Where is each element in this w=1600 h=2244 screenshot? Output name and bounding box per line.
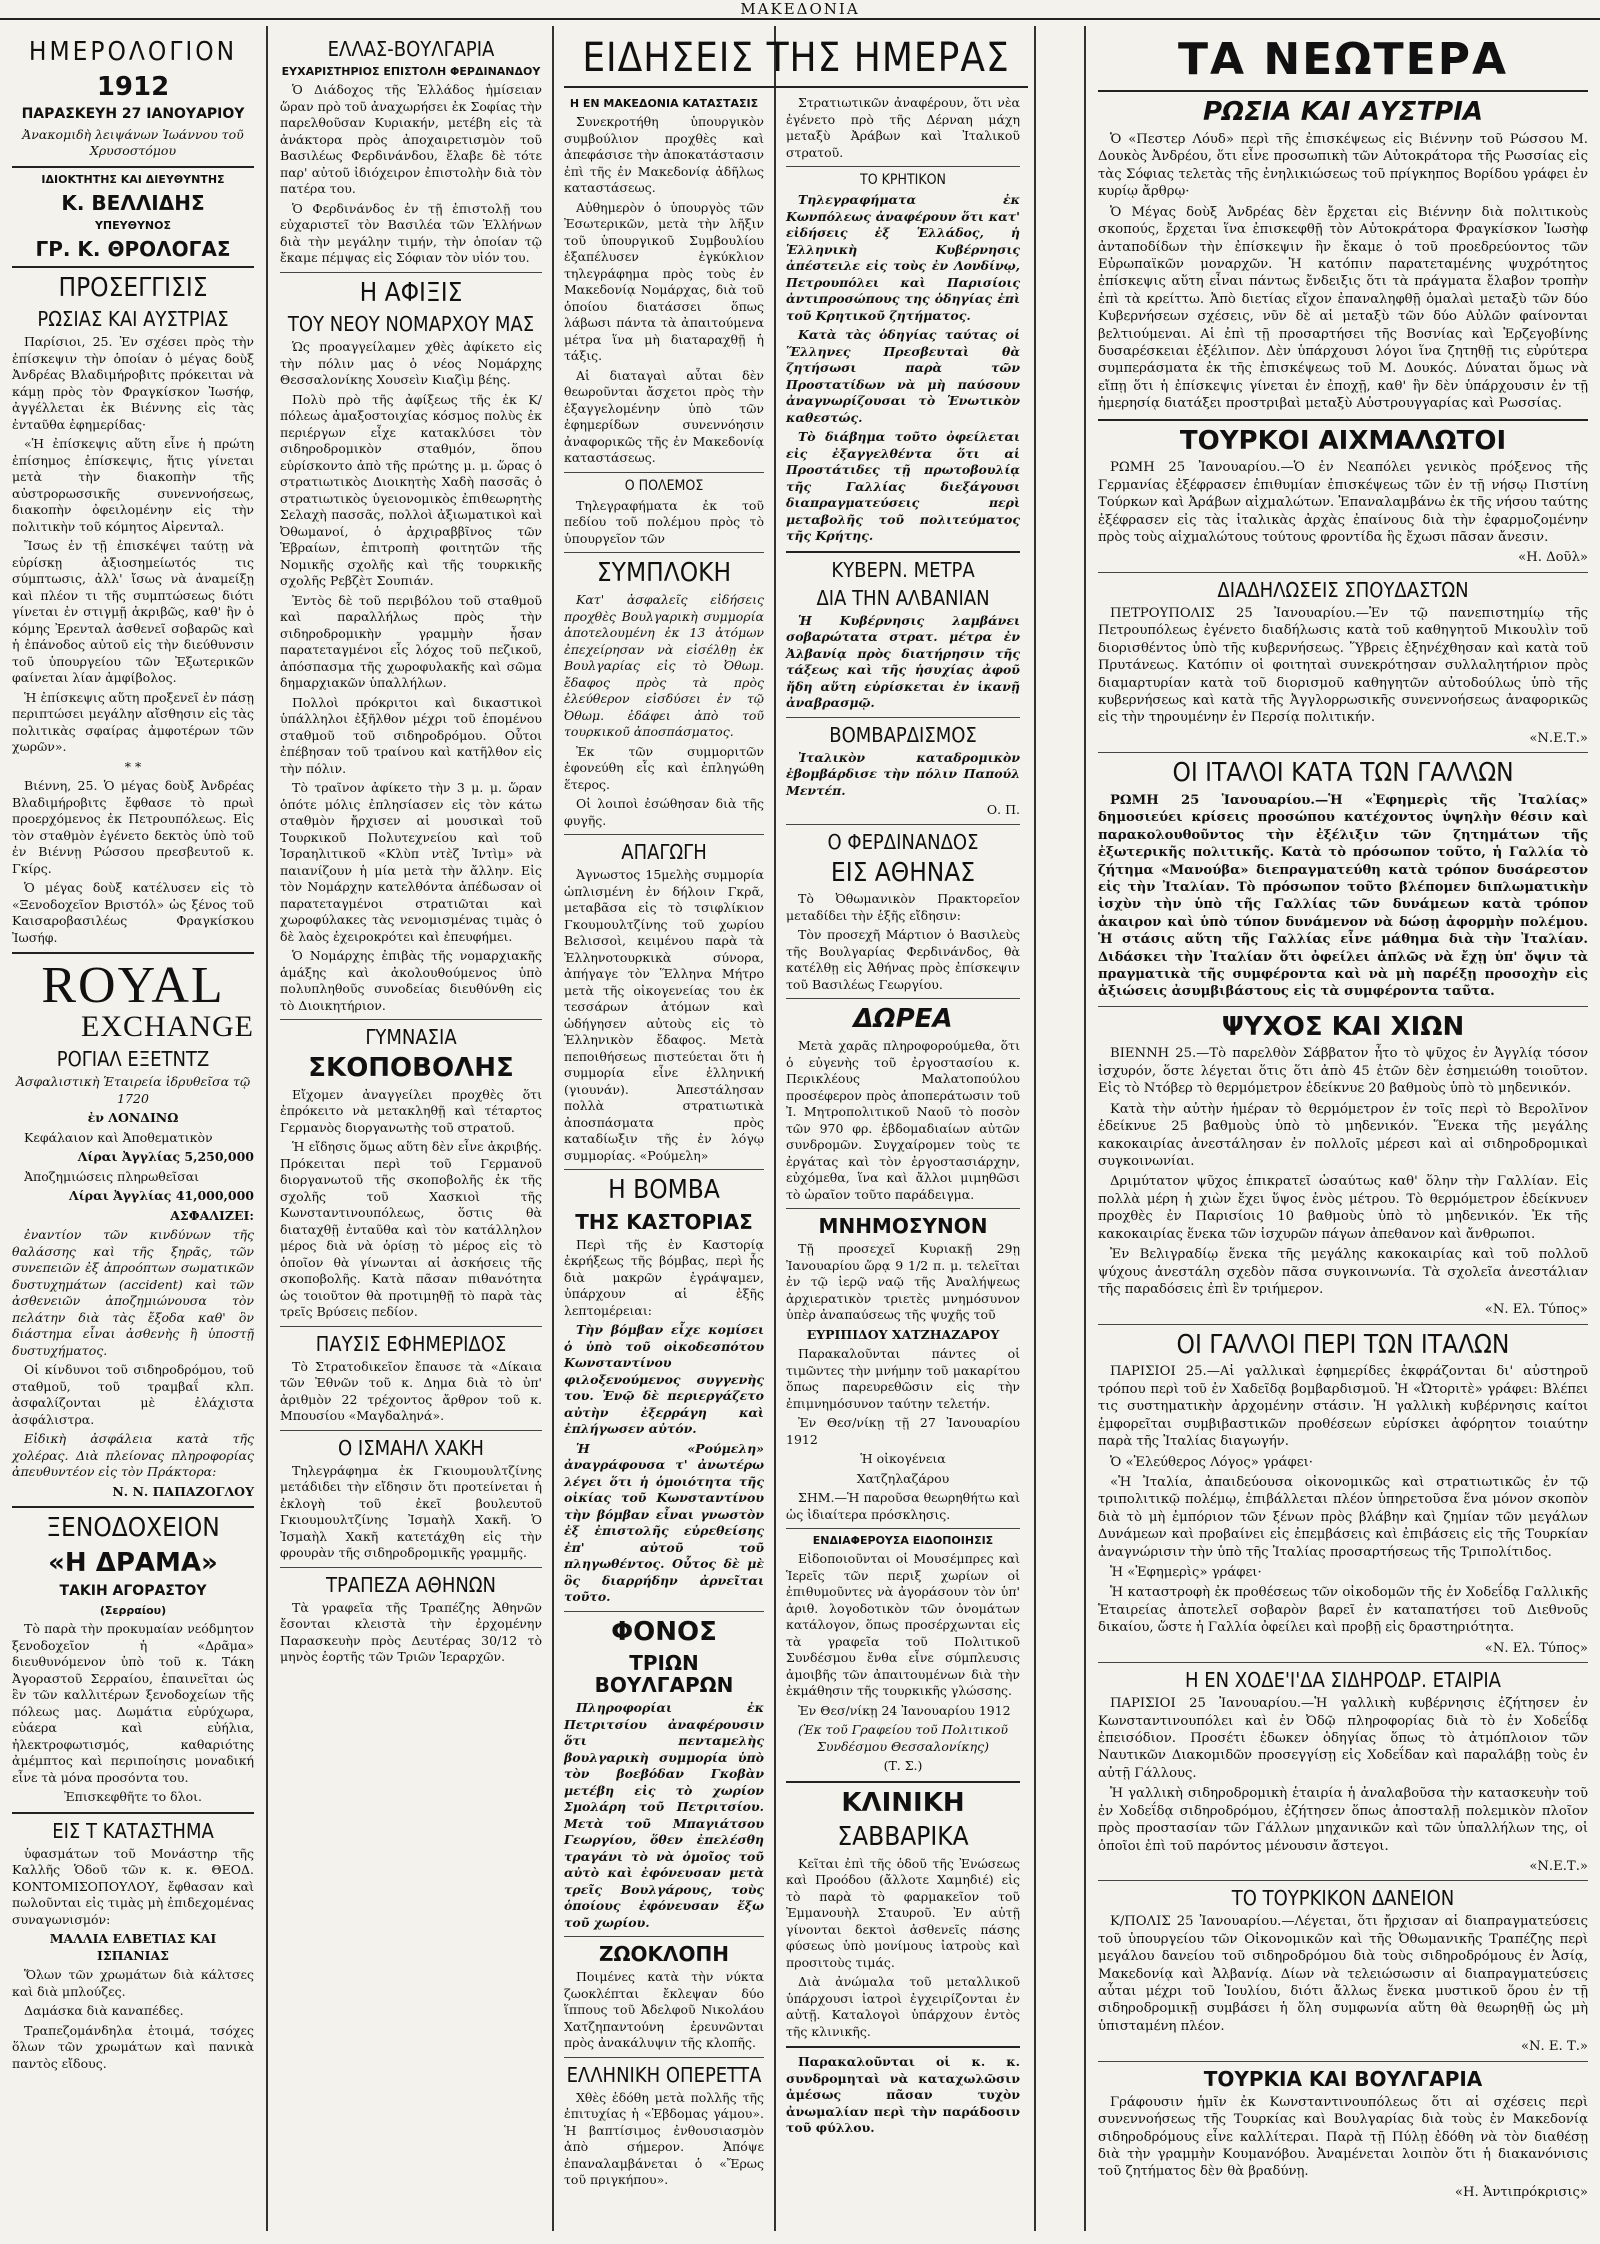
article-paragraph: Στρατιωτικῶν ἀναφέρουν, ὅτι νὲα ἐγένετο πρὸ τῆς Δέρναη μάχη μεταξὺ Ἀράβων καὶ Ἰταλικοῦ στρατοῦ.: [786, 95, 1020, 160]
article-subtitle: ΣΚΟΠΟΒΟΛΗΣ: [308, 1053, 514, 1084]
article-paragraph: Πολλοὶ πρόκριτοι καὶ δικαστικοὶ ὑπάλληλοι ἐξῆλθον μέχρι τοῦ ἑπομένου σταθμοῦ τοῦ σιδηροδρόμου. Οὗτοι ἐπέβησαν τοῦ τραίνου καὶ κατῆλθον εἰς τὴν πόλιν.: [280, 694, 542, 776]
column-4: [778, 92, 1028, 2228]
calendar-title: ΗΜΕΡΟΛΟΓΙΟΝ: [28, 37, 238, 67]
article-paragraph: Τηλεγράφημα ἐκ Γκιουμουλτζίνης μετάδιδει τὴν εἴδησιν ὅτι προτείνεται ἡ ἐκλογὴ τοῦ ἐκεῖ βουλευτοῦ Γκιουμουλτζίνης Ἰσμαὴλ Χακῆ. Ὁ Ἰσμαὴλ Χακῆ κατετάχθη εἰς τὴν φρουρὰν τῆς σιδηροδρομικῆς γραμμῆς.: [280, 1462, 542, 1561]
article-subtitle: ΕΥΧΑΡΙΣΤΗΡΙΟΣ ΕΠΙΣΤΟΛΗ ΦΕΡΔΙΝΑΝΔΟΥ: [281, 65, 541, 78]
article-paragraph: Ἡ «Ἐφημερὶς» γράφει·: [1110, 1565, 1262, 1581]
article-paragraph: Κατὰ τὴν αὐτὴν ἡμέραν τὸ θερμόμετρον ἐν τοῖς περὶ τὸ Βερολῖνον ἐδείκνυε 25 βαθμοὺς ὑπὸ τὸ μηδενικόν. Ἕνεκα τῆς μεγάλης κακοκαιρίας ἀνεστάλησαν ἐν πολλοῖς μέρεσι καὶ αἱ σιδηροδρομικαὶ συγκοινωνίαι.: [1098, 1101, 1588, 1170]
advert-text: Τραπεζομάνδηλα ἑτοιμά, τσόχες ὅλων τῶν χρωμάτων καὶ πανικὰ παντὸς εἴδους.: [12, 2022, 254, 2071]
column-1: [4, 28, 262, 2228]
memorial-name: ΕΥΡΙΠΙΔΟΥ ΧΑΤΖΗΑΖΑΡΟΥ: [806, 1326, 1000, 1342]
article-title: ΠΡΟΣΕΓΓΙΣΙΣ: [58, 272, 208, 303]
article-paragraph: Ὁ Διάδοχος τῆς Ἑλλάδος ἡμίσειαν ὥραν πρὸ τοῦ ἀναχωρήσει ἐκ Σοφίας τὴν παρελθοῦσαν Κυριακήν, μετέβη εἰς τὰ ἀνάκτορα πρὸς ἀποχαιρετισμὸν τοῦ Βασιλέως Φερδινάνδου, ἔλαβε δὲ τότε παρ' αὐτοῦ ἰδιόχειρον ἐπιστολὴν διὰ τὸν πατέρα του.: [280, 82, 542, 197]
article-paragraph: Κ/ΠΟΛΙΣ 25 Ἰανουαρίου.—Λέγεται, ὅτι ἤρχισαν αἱ διαπραγματεύσεις τοῦ ὑπουργείου τῶν Οἰκονομικῶν καὶ τῆς Ὀθωμανικῆς Τραπέζης περὶ μεγάλου δανείου τοῦ σιδηροδρόμου διὰ τοὺς σιδηροδρόμους ἐν Ἀσίᾳ, Μακεδονίᾳ καὶ Ἀλβανίᾳ. Δίων νὰ τελειώσωσιν αἱ διαπραγματεύσεις αὗται μέχρι τοῦ Ἰουλίου, διότι ἄλλως ἕνεκα μυστικοῦ ὅρου ἐν τῇ σιδηροδρομικῇ συμβάσει ἡ ὅλη συμφωνία αὕτη θὰ θεωρηθῇ ὡς μὴ ὑπισταμένη πλέον.: [1098, 1914, 1588, 2034]
article-title: Η ΑΦΙΞΙΣ: [359, 277, 463, 308]
article-signature: (Ἐκ τοῦ Γραφείου τοῦ Πολιτικοῦ Συνδέσμου Θεσσαλονίκης): [797, 1722, 1009, 1754]
article-paragraph: Εἴχομεν ἀναγγείλει προχθὲς ὅτι ἐπρόκειτο νὰ μετακληθῇ καὶ τέταρτος Γερμανὸς διοργανωτὴς τοῦ στρατοῦ.: [280, 1086, 542, 1135]
article-paragraph: ΡΩΜΗ 25 Ἰανουαρίου.—Ἡ «Ἐφημερὶς τῆς Ἰταλίας» δημοσιεύει κρίσεις προσώπου κατέχοντος ὑψηλὴν θέσιν καὶ παρακολουθοῦντος τὴν ἐξέλιξιν τῶν ζητημάτων τῆς ἐξωτερικῆς πολιτικῆς. Κατὰ τὸ πρόσωπον τοῦτο, ἡ Γαλλία τὸ ζήτημα «Μανούβα» διεπραγματεύθη κατὰ τρόπον δυσάρεστον εἰς τὴν Ἰταλίαν. Τὸ πρόσωπον τοῦτο βλέπομεν διπλωματικὴν ἰσχὺν τὴν ὑπὸ τῆς Γαλλίας τῶν δυνάμεων κατὰ τρόπον ἀκαιρον καὶ ὑπὸ τύπον δυνάμενον νὰ δώσῃ ἀφορμὴν πολέμου. Ἡ στάσις αὕτη τῆς Γαλλίας εἶνε μάθημα διὰ τὴν Ἰταλίαν. Διδάσκει τὴν Ἰταλίαν ὅτι ὀφείλει ἁπλῶς νὰ ἔχῃ ὑπ' ὄψιν τὰ πραγματικὰ τῆς συμφέροντα καὶ νὰ μὴ παρέξῃ προσοχὴν εἰς ἀξιώσεις ἀσυμβιβάστους εἰς τὰ συμφέροντα ταῦτα.: [1098, 792, 1588, 1000]
article-title: Η ΕΝ ΧΟΔΕ'Ι'ΔΑ ΣΙΔΗΡΟΔΡ. ΕΤΑΙΡΙΑ: [1185, 1668, 1501, 1693]
advert-text: ἐν ΛΟΝΔΙΝΩ: [87, 1110, 179, 1126]
article-paragraph: Ὁ «Πεστερ Λόυδ» περὶ τῆς ἐπισκέψεως εἰς Βιέννην τοῦ Ρώσσου Μ. Δουκὸς Ἀνδρέου, ὅτι εἶνε προσωπικὴ τῶν Αὐτοκράτορα τῆς Ρωσσίας εἰς τὰς Σόφιας τελετὰς τῆς ἐνηλικιώσεως τοῦ πρίγκηπος Βορίδου γράφει ἐν κυρίῳ ἄρθρῳ·: [1098, 131, 1588, 200]
article-title: Ο ΦΕΡΔΙΝΑΝΔΟΣ: [827, 829, 979, 854]
article-paragraph: Παρίσιοι, 25. Ἐν σχέσει πρὸς τὴν ἐπίσκεψιν τὴν ὁποίαν ὁ μέγας δοὺξ Ἀνδρέας Βλαδιμήροβιτς πρόκειται νὰ κάμῃ πρὸς τὸν Φραγκίσκον Ἰωσήφ, ἀγγέλλεται ἐκ Βιέννης εἰς τὰς ἐνταῦθα ἐφημερίδας·: [12, 334, 254, 432]
article-title: ΠΑΥΣΙΣ ΕΦΗΜΕΡΙΔΟΣ: [315, 1331, 507, 1356]
calendar-date: ΠΑΡΑΣΚΕΥΗ 27 ΙΑΝΟΥΑΡΙΟΥ: [21, 106, 245, 123]
article-paragraph: Τηλεγραφήματα ἐκ Κωνπόλεως ἀναφέρουν ὅτι κατ' εἰδήσεις ἐξ Ἑλλάδος, ἡ Ἑλληνικὴ Κυβέρνησις ἀπέστειλε εἰς τοὺς ἐν Λονδίνῳ, Πετρουπόλει καὶ Παρισίοις ἀντιπροσώπους της ὁδηγίας ἐπὶ τοῦ Κρητικοῦ ζητήματος.: [786, 192, 1020, 323]
advert-text: Τὸ παρὰ τὴν προκυμαίαν νεόδμητον ξενοδοχεῖον ἡ «Δρᾶμα» διευθυνόμενον ὑπὸ τοῦ κ. Τάκη Ἀγοραστοῦ Σερραίου, ἐπαινεῖται ὡς ἓν τῶν καλλιτέρων ξενοδοχείων τῆς πόλεως μας. Δωμάτια εὐρύχωρα, εὐάερα καὶ εὐήλια, ἠλεκτροφωτισμός, καθαριότης ἀμέμπτος καὶ περιποίησις μοναδική εἶνε τὰ μόνα προσόντα του.: [12, 1621, 254, 1785]
article-signature: Ο. Π.: [986, 802, 1020, 818]
advert-exchange-title: EXCHANGE: [81, 1010, 254, 1044]
article-paragraph: Κατὰ τὰς ὁδηγίας ταύτας οἱ Ἕλληνες Πρεσβευταὶ θὰ ζητήσωσι παρὰ τῶν Προστατίδων νὰ μὴ παύσουν ἀναγνωρίζουσαι τὸ Ἑνωτικὸν καθεστώς.: [786, 327, 1020, 425]
advert-text: ὑφασμάτων τοῦ Μονάστηρ τῆς Καλλῆς Ὁδοῦ τῶν κ. κ. ΘΕΟΔ. ΚΟΝΤΟΜΙΣΟΠΟΥΛΟΥ, ἔφθασαν καὶ πωλοῦνται εἰς τιμὰς μὴ ἐπιδεχομένας συναγωνισμόν:: [12, 1845, 254, 1927]
article-paragraph: Συνεκροτήθη ὑπουργικὸν συμβούλιον προχθὲς καὶ ἀπεφάσισε τὴν ἀποκατάστασιν ἐπὶ τῆς ἐν Μακεδονίᾳ ἀδῆλως καταστάσεως.: [564, 114, 764, 196]
article-title: ΕΛΛΑΣ-ΒΟΥΛΓΑΡΙΑ: [327, 37, 495, 61]
memorial-family: Χατζηλαζάρου: [856, 1470, 950, 1486]
article-paragraph: Ἡ Κυβέρνησις λαμβάνει σοβαρώτατα στρατ. μέτρα ἐν Ἀλβανίᾳ πρὸς διατήρησιν τῆς τάξεως καὶ τῆς ἡσυχίας ἀφοῦ ἤδη αὕτη εὑρίσκεται ἐν ἱκανῇ ἀναβρασμῷ.: [786, 612, 1020, 711]
article-title: ΤΡΑΠΕΖΑ ΑΘΗΝΩΝ: [325, 1572, 497, 1597]
article-paragraph: Περὶ τῆς ἐν Καστορίᾳ ἐκρήξεως τῆς βόμβας, περὶ ἧς διὰ μακρῶν ἐγράψαμεν, ὑπάρχουν αἱ ἑξῆς λεπτομέρειαι:: [564, 1236, 764, 1318]
article-paragraph: Ἰταλικὸν καταδρομικὸν ἐβομβάρδισε τὴν πόλιν Παπούλ Μεντέπ.: [786, 749, 1020, 798]
article-title: Ο ΠΟΛΕΜΟΣ: [624, 477, 704, 494]
article-title: ΕΝΔΙΑΦΕΡΟΥΣΑ ΕΙΔΟΠΟΙΗΣΙΣ: [812, 1534, 994, 1548]
article-paragraph: ΣΗΜ.—Ἡ παροῦσα θεωρηθήτω καὶ ὡς ἰδιαίτερα πρόσκλησις.: [786, 1490, 1020, 1522]
article-paragraph: Ὁ «Ἐλεύθερος Λόγος» γράφει·: [1110, 1454, 1313, 1470]
article-paragraph: «Ἡ ἐπίσκεψις αὕτη εἶνε ἡ πρώτη ἐπίσημος ἐπίσκεψις, ἥτις γίνεται μετὰ τὴν διακοπὴν τῆς αὐστρορωσσικῆς συνεννοήσεως, διακοπὴν ὀφειλομένην εἰς τὴν πολιτικὴν τοῦ κόμητος Αἰρενταλ.: [12, 436, 254, 534]
article-title: ΤΟΥΡΚΙΑ ΚΑΙ ΒΟΥΛΓΑΡΙΑ: [1203, 2066, 1483, 2091]
article-paragraph: Αἱ διαταγαὶ αὗται δὲν θεωροῦνται ἄσχετοι πρὸς τὴν ἐξαγγελομένην ὑπὸ τῶν ἐφημερίδων συνεννόησιν ἀναφορικῶς τῆς ἐν Μακεδονίᾳ καταστάσεως.: [564, 367, 764, 466]
article-signature: «Η. Ἀντιπρόκρισις»: [1454, 2184, 1588, 2200]
editor-label: ΥΠΕΥΘΥΝΟΣ: [94, 218, 172, 232]
article-paragraph: Ἡ ἐπίσκεψις αὕτη προξενεῖ ἐν πάσῃ περιπτώσει μεγάλην αἴσθησιν εἰς τὰς πολιτικὰς σφαίρας ἀμφοτέρων τῶν χωρῶν».: [12, 689, 254, 755]
article-paragraph: Ὡς προαγγείλαμεν χθὲς ἀφίκετο εἰς τὴν πόλιν μας ὁ νέος Νομάρχης Θεσσαλονίκης Χουσεὶν Κιαζὶμ βέης.: [280, 339, 542, 388]
article-paragraph: Ἐν Βελιγραδίῳ ἕνεκα τῆς μεγάλης κακοκαιρίας καὶ τοῦ πολλοῦ ψύχους ἀνεστάλη σχεδὸν πᾶσα συγκοινωνία. Τὰ σχολεῖα ἀνεστάλιαν τῆς παραδόσεις ἐπὶ ἓν τριήμερον.: [1098, 1247, 1588, 1297]
section-banner-news: ΕΙΔΗΣΕΙΣ ΤΗΣ ΗΜΕΡΑΣ: [564, 36, 1028, 88]
article-signature: «Ν.Ε.Τ.»: [1529, 730, 1588, 746]
column-rule: [1034, 26, 1036, 2231]
article-paragraph: Ὁ Νομάρχης ἐπιβὰς τῆς νομαρχιακῆς ἁμάξης καὶ ἀκολουθούμενος ὑπὸ πολυπληθοῦς συνοδείας διευθύνθη εἰς τὸ Διοικητήριον.: [280, 948, 542, 1013]
article-paragraph: Παρακαλοῦνται πάντες οἱ τιμῶντες τὴν μνήμην τοῦ μακαρίτου ὅπως παρευρεθῶσιν εἰς τὴν ἐπιμνημόσυνον ταύτην τελετήν.: [786, 1346, 1020, 1411]
advert-text: ἐναντίον τῶν κινδύνων τῆς θαλάσσης καὶ τῆς ξηρᾶς, τῶν συνεπειῶν ἐξ ἀπροόπτων σωματικῶν δυστυχημάτων (accident) καὶ τῶν ἀσθενειῶν ἀποζημιώνουσα τὸν πελάτην διὰ τὰς ἔξοδα καθ' ὃν διάστημα εἶναι ἀσθενὴς ἢ ὑποστῇ δυστυχήματος.: [12, 1227, 254, 1358]
clinic-title: ΚΛΙΝΙΚΗ: [841, 1787, 965, 1818]
advert-agent: Ν. Ν. ΠΑΠΑΖΟΓΛΟΥ: [112, 1483, 254, 1499]
column-2: [272, 28, 550, 2228]
column-rule: [552, 26, 554, 2231]
column-3-body: [556, 92, 772, 2228]
article-paragraph: Ἐν Θεσ/νίκῃ τῇ 27 Ἰανουαρίου 1912: [786, 1415, 1020, 1447]
advert-text: Ἀσφαλιστικὴ Ἑταιρεία ἱδρυθεῖσα τῷ 1720: [15, 1074, 251, 1106]
article-title: ΕΛΛΗΝΙΚΗ ΟΠΕΡΕΤΤΑ: [566, 2062, 762, 2087]
advert-text: ΑΣΦΑΛΙΖΕΙ:: [170, 1207, 254, 1223]
article-title: ΒΟΜΒΑΡΔΙΣΜΟΣ: [829, 722, 977, 747]
masthead: ΜΑΚΕΔΟΝΙΑ: [0, 0, 1600, 20]
article-title: ΑΠΑΓΩΓΗ: [621, 840, 707, 865]
advert-royal-title: ROYAL: [41, 957, 225, 1015]
clinic-subtitle: ΣΑΒΒΑΡΙΚΑ: [837, 1822, 969, 1853]
hotel-name: «Η ΔΡΑΜΑ»: [48, 1547, 218, 1578]
article-title: ΚΥΒΕΡΝ. ΜΕΤΡΑ: [831, 557, 975, 582]
article-paragraph: Ἡ καταστροφὴ ἐκ προθέσεως τῶν οἰκοδομῶν τῆς ἐν Χοδεΐδᾳ Γαλλικῆς Ἑταιρείας ἀποτελεῖ σοβαρὸν βαρεῖ ἐν καταπατήσει τοῦ Διεθνοῦς δικαίου, ὥστε ἡ Γαλλία ὀφείλει καὶ προβῇ εἰς δραστηριότητα.: [1098, 1585, 1588, 1636]
article-paragraph: Τὸ Στρατοδικεῖον ἔπαυσε τὰ «Δίκαια τῶν Ἐθνῶν τοῦ κ. Δημα διὰ τὸ ὑπ' ἀριθμὸν 22 τρέχοντος ἄρθρον τοῦ κ. Μπουσίου «Μαγδαληνά».: [280, 1358, 542, 1424]
column-rule: [774, 26, 776, 2231]
article-title: ΟΙ ΙΤΑΛΟΙ ΚΑΤΑ ΤΩΝ ΓΑΛΛΩΝ: [1172, 758, 1514, 789]
article-paragraph: Κατ' ἀσφαλεῖς εἰδήσεις προχθὲς Βουλγαρικὴ συμμορία ἀποτελουμένη ἐκ 13 ἀτόμων ἐπεχείρησαν νὰ εἰσέλθῃ ἐκ Βουλγαρίας εἰς τὸ Ὀθωμ. ἔδαφος πρὸς τὰ πρὸς ἐλεύθερον εἰσδύσει ἐν τῷ Ὀθωμ. ἐδάφει ἀπὸ τοῦ τουρκικοῦ ἀποσπάσματος.: [564, 592, 764, 740]
article-paragraph: Δριμύτατον ψῦχος ἐπικρατεῖ ὡσαύτως καθ' ὅλην τὴν Γαλλίαν. Εἰς πολλὰ μέρη ἡ χιὼν ἔχει ὕψος ἑνὸς μέτρου. Τὸ θερμόμετρον ἐδείκνυεν προχθὲς ἐν Παρισίοις 10 βαθμοὺς ὑπὸ τὸ μηδενικόν. Ἐκ τῆς κακοκαιρίας ἕνεκα τῶν ἰσχυρῶν πάγων ἀπεθανον καὶ ἄνθρωποι.: [1098, 1174, 1588, 1242]
advert-text: Διὰ ἀνώμαλα τοῦ μεταλλικοῦ ὑπάρχουσι ἰατροὶ ἐγχειρίζονται ἐν αὐτῇ. Καταλογοὶ ὑπάρχουν ἐντὸς τῆς κλινικῆς.: [786, 1974, 1020, 2039]
article-paragraph: Πολὺ πρὸ τῆς ἀφίξεως τῆς ἐκ Κ/πόλεως ἀμαξοστοιχίας κόσμος πολὺς ἐκ περιέργων εἶχε κατακλύσει τὸν σιδηροδρομικὸν σταθμόν, ὅπου εὑρίσκοντο ἀπὸ τῆς πρώτης μ. μ. ὥρας ὁ στρατιωτικὸς Διοικητὴς Χαδὴ πασσᾶς ὁ στρατιωτικὸς ὑγειονομικὸς ἐπιθεωρητὴς Σελαχὴ πασσᾶς, πολλοὶ ἀξιωματικοὶ καὶ Ὀθωμανοί, ὁ ἀρχιραββῖνος τῶν Ἑβραίων, ἐπιτροπὴ φοιτητῶν τῆς Νομικῆς σχολῆς καὶ τῆς τουρκικῆς σχολῆς Ρεβζὲτ Σουπιάν.: [280, 391, 542, 589]
article-title: ΨΥΧΟΣ ΚΑΙ ΧΙΩΝ: [1221, 1011, 1465, 1042]
advert-text: Ἐπισκεφθῆτε το δλοι.: [64, 1789, 202, 1805]
article-paragraph: Τὸ τραῖνον ἀφίκετο τὴν 3 μ. μ. ὥραν ὁπότε μόλις ἐπλησίασεν εἰς τὸν κάτω σταθμὸν ἤρχισεν αἱ μουσικαὶ τοῦ Τουρκικοῦ Πολυτεχνείου καὶ τοῦ Ἰσραηλιτικοῦ «Κλὺπ ντὲζ Ἰντὶμ» νὰ παιανίζουν ἡ μία μετὰ τὴν ἄλλην. Εἰς τὸν Νομάρχην κατελθόντα ἀπέδωσαν οἱ παρατεταγμένοι στρατιῶται καὶ χωροφύλακες τὰς νενομισμένας τιμὰς ὁ δὲ λαὸς ἐχειροκρότει καὶ ἐπευφήμει.: [280, 780, 542, 944]
article-subtitle: ΔΙΑ ΤΗΝ ΑΛΒΑΝΙΑΝ: [816, 585, 990, 610]
advert-text: ΜΑΛΛΙΑ ΕΛΒΕΤΙΑΣ ΚΑΙ ΙΣΠΑΝΙΑΣ: [49, 1931, 217, 1963]
article-title: ΤΟ ΚΡΗΤΙΚΟΝ: [860, 172, 946, 188]
advert-text: Κεφάλαιον καὶ Ἀποθεματικὸν: [24, 1129, 213, 1145]
separator-stars: * *: [124, 758, 142, 774]
advert-text: Εἰδικὴ ἀσφάλεια κατὰ τῆς χολέρας. Διὰ πλείονας πληροφορίας ἀπευθυντέον εἰς τὸν Πράκτορα:: [12, 1431, 254, 1480]
article-subtitle: ΤΡΙΩΝ ΒΟΥΛΓΑΡΩΝ: [594, 1651, 734, 1698]
hotel-address-2: (Σερραίου): [99, 1603, 167, 1617]
article-title: ΤΟΥΡΚΟΙ ΑΙΧΜΑΛΩΤΟΙ: [1179, 425, 1507, 456]
advert-text: Ἀποζημιώσεις πληρωθεῖσαι: [24, 1168, 200, 1184]
article-paragraph: Εἰδοποιοῦνται οἱ Μουσέμπρες καὶ Ἱερεῖς τῶν περιξ χωρίων οἱ ἐπιθυμοῦντες νὰ ἀγοράσουν τὸν ὑπ' ἀριθ. λογοδοτικὸν τῶν ὀνομάτων κατάλογον, ὅπως προσέρχωνται εἰς τὰ γραφεῖα τοῦ Πολιτικοῦ Συνδέσμου ἔνθα εἶνε σύμπλευσις ἀμοιβῆς τῶν ἀπαιτουμένων διὰ τὴν ἐκμάθησιν τῆς τουρκικῆς γλώσσης.: [786, 1551, 1020, 1699]
article-title: Η ΒΟΜΒΑ: [608, 1175, 720, 1206]
advert-text: Δαμάσκα διὰ καναπέδες.: [24, 2003, 184, 2019]
article-paragraph: Ὁ Μέγας δοὺξ Ἀνδρέας δὲν ἔρχεται εἰς Βιέννην διὰ πολιτικοὺς σκοπούς, ἔρχεται ἵνα ἐπισκεφθῇ τὸν Αὐτοκράτορα Φραγκίσκον Ἰωσὴφ ἀνταποδίδων τὴν ἐπίσκεψιν ἣν ἔκαμε ὁ τοῦ προεδρεύοντος τῶν Εὐρωπαϊκῶν μοναρχῶν. Ἡ κατόπιν παρατεταμένης ψυχρότητος ἐπίσκεψις αὕτη εἶναι πάντως ἔνδειξις ὅτι τὰ πράγματα ἔλαβον τροπὴν ἐπὶ τὰ κρείττω. Ἀπὸ διετίας εἴχον ἐπαναληφθῇ ὁμαλαὶ μεταξὺ τῶν δύο Κυβερνήσεων σχέσεις, νῦν δὲ αἱ μεταξὺ τῶν δύο Αὐλῶν φαίνονται βελτιούμεναι. Αἱ ἐπὶ τῇ προσαρτήσει τῆς Βοσνίας καὶ Ἑρζεγοβίνης δυσαρέσκειαι ἐξέλιπον. Δὲν ὑπάρχουσι λόγοι ἵνα ζητηθῇ τις εὐρύτερα συμπεράσματα ἐκ τῆς ἐπισκέψεως τοῦ Μ. Δουκός. Δύναται ὅμως νὰ εἴπῃ ὅτι ἡ ἐπίσκεψις γίνεται ἐν ἐποχῇ, καθ' ἣν δὲν ὑπάρχουσιν ἐν τῇ ἡμερησίᾳ διατάξει προστριβαὶ μεταξὺ Αὐστρουγγαρίας καὶ Ρωσσίας.: [1098, 204, 1588, 412]
article-subtitle: ΡΩΣΙΑΣ ΚΑΙ ΑΥΣΤΡΙΑΣ: [37, 307, 229, 332]
article-paragraph: Ἀγνωστος 15μελὴς συμμορία ὡπλισμένη ἐν δήλοιν Γκρᾶ, μεταβᾶσα εἰς τὸ τσιφλίκιον Γκουμουλτζίνης τοῦ χωρίου Βελισσοὶ, κειμένου παρὰ τὰ Ἑλληνοτουρκικὰ σύνορα, ἀπήγαγε τὸν Ἕλληνα Μήτρο μετὰ τῆς οἰκογενείας του ἐκ τεσσάρων ἀτόμων καὶ ὡδήγησεν αὐτοὺς εἰς τὸ Ἑλληνικὸν ἔδαφος. Μετὰ πεποιθήσεως πιστεύεται ὅτι ἡ συμμορία εἶνε ἑλληνική (γιουνάν). Ἀπεστάλησαν πολλὰ στρατιωτικὰ ἀποσπάσματα πρὸς καταδίωξιν τῆς ἐν λόγῳ συμμορίας. «Ρούμελη»: [564, 867, 764, 1163]
article-paragraph: Ἡ εἴδησις ὅμως αὕτη δὲν εἶνε ἀκριβής. Πρόκειται περὶ τοῦ Γερμανοῦ διοργανωτοῦ τῆς σκοποβολῆς ἐκ τῆς σχολῆς τοῦ Χασκιοὶ τῆς Κωνσταντινουπόλεως, ὅστις θὰ διαταχθῇ ἐνταῦθα καὶ τὸν κατάλληλον μέρος διὰ νὰ ὁρίσῃ τὸ μέρος εἰς τὸ ὁποῖον θὰ γίνωνται αἱ ἀσκήσεις τῆς σκοποβολῆς. Κατὰ πᾶσαν πιθανότητα ὡς τοιοῦτον θὰ προτιμηθῇ τὸ παρὰ τὰς τρεῖς Βρύσεις πεδίον.: [280, 1139, 542, 1320]
subscriber-notice: Παρακαλοῦνται οἱ κ. κ. συνδρομηταὶ νὰ καταχωλῶσιν ἀμέσως πᾶσαν τυχὸν ἀνωμαλίαν περὶ τὴν παράδοσιν τοῦ φύλλου.: [786, 2054, 1020, 2136]
column-5: [1090, 28, 1596, 2228]
article-paragraph: ΒΙΕΝΝΗ 25.—Τὸ παρελθὸν Σάββατον ἦτο τὸ ψῦχος ἐν Ἀγγλίᾳ τόσον ἰσχυρόν, ὅστε λέγεται ὅτις ὅτι ἀπὸ 45 ἐτῶν δὲν ἐσημειώθη τοιοῦτον. Εἰς τὸ Ντόβερ τὸ θερμόμετρον ἐδείκνυε 20 βαθμοὺς ὑπὸ τὸ μηδενικόν.: [1098, 1046, 1588, 1097]
article-title: Ο ΙΣΜΑΗΛ ΧΑΚΗ: [338, 1435, 484, 1460]
calendar-saint: Ἀνακομιδὴ λειψάνων Ἰωάννου τοῦ Χρυσοστόμου: [22, 126, 244, 159]
article-paragraph: Τὸ διάβημα τοῦτο ὀφείλεται εἰς ἐξαγγελθέντα ὅτι αἱ Προστάτιδες τῇ πρωτοβουλίᾳ τῆς Γαλλίας διεξάγουσι διαπραγματεύσεις περὶ μεταβολῆς τοῦ πολιτεύματος τῆς Κρήτης.: [786, 429, 1020, 544]
article-signature: «Ν. Ελ. Τύπος»: [1484, 1302, 1588, 1318]
article-title: ΣΥΜΠΛΟΚΗ: [596, 558, 732, 589]
article-title: Η ΕΝ ΜΑΚΕΔΟΝΙΑ ΚΑΤΑΣΤΑΣΙΣ: [569, 97, 759, 110]
article-paragraph: «Ἡ Ἰταλία, ἀπαιδεύουσα οἰκονομικῶς καὶ στρατιωτικῶς ἐν τῷ τριπολιτικῷ πολέμῳ, ἐπιβάλλεται πλέον ὑπηρετοῦσα ἕνα μόνον σκοπὸν διὰ τὸ μὴ ἐμπόριον τῶν ξένων πρὸς βλάβην καὶ ζημίαν τῶν μεγάλων Δυνάμεων καὶ προβαίνει εἰς ἐπεμβάσεις καὶ ἐπιβάσεις εἰς τῆς Τουρκίαν ἀναγνώρισιν τὴν ὑπὸ τῆς Ἰταλίας προσαρτήσεως τῆς Τριπολίτιδος.: [1098, 1474, 1588, 1560]
article-paragraph: Γράφουσιν ἡμῖν ἐκ Κωνσταντινουπόλεως ὅτι αἱ σχέσεις περὶ συνεννοήσεως τῆς Τουρκίας καὶ Βουλγαρίας διὰ τοὺς ἐν Μακεδονίᾳ σιδηροδρόμους εἶνε καλλίτεραι. Παρὰ τῇ Πύλῃ ἐδόθη νὰ τὸν διαθέσῃ διὰ τὴν γραμμὴν Κουμανόβου. Ἀναμένεται λοιπὸν ὅτι ἡ διακανόνισις τοῦ ζητήματος δὲν θὰ βραδύνῃ.: [1098, 2094, 1588, 2180]
hotel-title: ΞΕΝΟΔΟΧΕΙΟΝ: [46, 1513, 220, 1544]
owner-label: ΙΔΙΟΚΤΗΤΗΣ ΚΑΙ ΔΙΕΥΘΥΝΤΗΣ: [41, 172, 225, 186]
memorial-family: Ἡ οἰκογένεια: [860, 1451, 946, 1467]
article-signature: «Ν.Ε.Τ.»: [1529, 1858, 1588, 1874]
advert-text: Οἱ κίνδυνοι τοῦ σιδηροδρόμου, τοῦ σταθμοῦ, τοῦ τραμβαΐ κλπ. ἀσφαλίζονται μὲ ἐλάχιστα ἀσφάλιστρα.: [12, 1362, 254, 1427]
article-signature: «Η. Δοῦλ»: [1518, 550, 1588, 566]
article-paragraph: Τῇ προσεχεῖ Κυριακῇ 29ῃ Ἰανουαρίου ὥρᾳ 9 1/2 π. μ. τελεῖται ἐν τῷ ἱερῷ ναῷ τῆς Ἀναλήψεως ἀρχιερατικὸν τριετὲς μνημόσυνον ὑπὲρ ἀναπαύσεως τῆς ψυχῆς τοῦ: [786, 1241, 1020, 1323]
article-title: ΔΩΡΕΑ: [853, 1004, 953, 1035]
article-paragraph: Τὸ Ὀθωμανικὸν Πρακτορεῖον μεταδίδει τὴν ἑξῆς εἴδησιν:: [786, 891, 1020, 923]
advert-royal-greek: ΡΟΓΙΑΛ ΕΞΕΤΝΤΖ: [56, 1047, 210, 1072]
article-title: ΦΟΝΟΣ: [611, 1616, 717, 1647]
article-signature: «Ν. Ελ. Τύπος»: [1484, 1640, 1588, 1656]
article-paragraph: Τηλεγραφήματα ἐκ τοῦ πεδίου τοῦ πολέμου πρὸς τὸ ὑπουργεῖον τῶν: [564, 497, 764, 546]
column-rule: [1084, 26, 1086, 2231]
article-paragraph: Ποιμένες κατὰ τὴν νύκτα ζωοκλέπται ἔκλεψαν δύο ἵππους τοῦ Ἀδελφοῦ Νικολάου Χατζηπαντούνη ἐρευνῶνται πρὸς ἀνακάλυψιν τῆς κλοπῆς.: [564, 1969, 764, 2051]
article-paragraph: Ὁ Φερδινάνδος ἐν τῇ ἐπιστολῇ του εὐχαριστεῖ τὸν Βασιλέα τῶν Ἑλλήνων διὰ τὴν μεγάλην τιμήν, τὴν ὁποίαν τῷ ἔκαμε πέμψας εἰς Σόφιαν τὸν υἱόν του.: [280, 200, 542, 266]
article-paragraph: ΡΩΜΗ 25 Ἰανουαρίου.—Ὁ ἐν Νεαπόλει γενικὸς πρόξενος τῆς Γερμανίας ἐξέφρασεν ἐπιθυμίαν ἐπισκέψεως τῶν ἐν τῇ νήσῳ Πιστίνη Τούρκων καὶ Ἀράβων αἰχμαλώτων. Ἐπαναλαμβάνω ἐκ τῆς νήσου ταύτης ἐξέφρασεν εἰς τὰς ἰταλικὰς ἀρχὰς ἐπαίνους διὰ τὴν ἐφαρμοζομένην πρὸς τοὺς αἰχμαλώτους τούτους φροντίδα ἣς ἔχωσι πᾶσαν ἄνεσιν.: [1098, 460, 1588, 546]
article-signature: «Ν. Ε. Τ.»: [1520, 2039, 1588, 2055]
advert-text: Λίραι Ἀγγλίας 41,000,000: [69, 1188, 254, 1204]
article-paragraph: Βιέννη, 25. Ὁ μέγας δοὺξ Ἀνδρέας Βλαδιμήροβιτς ἔφθασε τὸ πρωὶ προερχόμενος ἐκ Πετρουπόλεως. Εἰς τὸν σταθμὸν ἐγένετο δεκτὸς ὑπὸ τοῦ ἐν Βιέννῃ Ρώσσου πρεσβευτοῦ κ. Γκίρς.: [12, 778, 254, 876]
article-title: ΤΟ ΤΟΥΡΚΙΚΟΝ ΔΑΝΕΙΟΝ: [1231, 1886, 1455, 1911]
advert-text: Κεῖται ἐπὶ τῆς ὁδοῦ τῆς Ἐνώσεως καὶ Προόδου (ἄλλοτε Χαμηδιέ) εἰς τὸ παρὰ τὸ φαρμακεῖον τοῦ Ἐμμανουὴλ Σταυροῦ. Ἐν αὐτῇ γίνονται δεκτοὶ ἀσθενεῖς πάσης φύσεως ὑπὸ μονίμους ἰατροὺς καὶ προσιτοὺς τιμάς.: [786, 1855, 1020, 1970]
article-paragraph: Ἐν Θεσ/νίκῃ 24 Ἰανουαρίου 1912: [798, 1702, 1011, 1718]
shop-title: ΕΙΣ Τ ΚΑΤΑΣΤΗΜΑ: [52, 1818, 214, 1843]
article-paragraph: Ἐντὸς δὲ τοῦ περιβόλου τοῦ σταθμοῦ καὶ παραλλήλως πρὸς τὴν σιδηροδρομικὴν γραμμὴν ἦσαν παρατεταγμένοι εἷς λόχος τοῦ πεζικοῦ, ἀπόσπασμα τῆς χωροφυλακῆς καὶ σῶμα δημαρχιακῶν ὑπαλλήλων.: [280, 592, 542, 691]
article-paragraph: Αὐθημερὸν ὁ ὑπουργὸς τῶν Ἐσωτερικῶν, μετὰ τὴν λῆξιν τοῦ ὑπουργικοῦ Συμβουλίου ἐξαπέλυσεν ἐγκύκλιον τηλεγράφημα πρὸς τοὺς ἐν Μακεδονίᾳ Νομάρχας, διὰ τοῦ ὁποίου διατάσσει ὅπως λάβωσι πάντα τὰ ἀπαιτούμενα μέτρα ἵνα μὴ διαταραχθῇ ἡ τάξις.: [564, 199, 764, 364]
article-paragraph: Τὴν βόμβαν εἶχε κομίσει ὁ ὑπὸ τοῦ οἰκοδεσπότου Κωνσταντίνου φιλοξενούμενος συγγενὴς του. Ἐνῷ δὲ περιεργάζετο αὐτὴν ἐξερράγη καὶ ἐπλήγωσεν αὐτόν.: [564, 1322, 764, 1437]
article-paragraph: ΠΑΡΙΣΙΟΙ 25.—Αἱ γαλλικαὶ ἐφημερίδες ἐκφράζονται δι' αὐστηροῦ τρόπου περὶ τοῦ ἐν Χαδεῖδᾳ βομβαρδισμοῦ. Ἡ «Ὠτοριτὲ» γράφει: Βλέπει τις συστηματικὴν ἀρχομένην στάσιν. Ἡ γαλλικὴ κυβέρνησις καίτοι ἐμφορεῖται συμβιβαστικῶν προθέσεων εὑρίσκει ἀφόρητον τοιαύτην παρὰ τῆς Ἰταλίας διαγωγήν.: [1098, 1364, 1588, 1450]
article-paragraph: Ἴσως ἐν τῇ ἐπισκέψει ταύτῃ νὰ εὑρίσκῃ ἀξιοσημείωτός τις σύμπτωσις, ἀλλ' ἴσως νὰ ἀναμείξῃ καὶ πλέον τι τῆς συμπτώσεως διότι γίνεται ἐν στιγμῇ ἀκριβῶς, καθ' ἣν ὁ κόμης Ἐρενταλ ἀσθενεῖ σοβαρῶς καὶ ἡ ἐπάνοδος αὐτοῦ εἰς τὴν διεύθυνσιν τοῦ ὑπουργείου τῶν Ἐξωτερικῶν φαίνεται λίαν ἀμφίβολος.: [12, 538, 254, 686]
article-title: ΓΥΜΝΑΣΙΑ: [365, 1025, 457, 1050]
article-paragraph: ΠΑΡΙΣΙΟΙ 25 Ἰανουαρίου.—Ἡ γαλλικὴ κυβέρνησις ἐζήτησεν ἐν Κωνσταντινουπόλει καὶ ἐν Ὀδῷ πληροφορίας διὰ τὸ ἐν Χοδεΐδᾳ ἐπεισόδιον. Προσέτι ἐδωκεν ὁδηγίας ὅπως τὸ ἀτμόπλοιον τῶν Ναυτικῶν Διακομιδῶν προσεγγίσῃ εἰς Χοδεΐδαν καὶ παραλάβῃ τοὺς ἐν αὐτῇ Γάλλους.: [1098, 1696, 1588, 1781]
hotel-address: ΤΑΚΙΗ ΑΓΟΡΑΣΤΟΥ: [59, 1582, 207, 1599]
article-paragraph: Πληροφορίαι ἐκ Πετριτσίου ἀναφέρουσιν ὅτι πενταμελὴς βουλγαρικὴ συμμορία ὑπὸ τὸν βοεβόδαν Γκοβὰν μετέβη εἰς τὸ χωρίον Σμολάρη τοῦ Πετριτσίου. Μετὰ τοῦ Μπαγιάτσου Γεωργίου, ὅθεν ἐπελέσθη τραγάνι τὸ νὰ ὁμοῖος τοῦ αὐτὸ καὶ ἐφόνευσαν μετὰ τρεῖς Βουλγάρους, τοὺς ὁποίους ἐφόνευσαν ἔξω τοῦ χωρίου.: [564, 1700, 764, 1930]
calendar-year: 1912: [96, 71, 170, 102]
article-paragraph: Ἡ γαλλικὴ σιδηροδρομικὴ ἑταιρία ἡ ἀναλαβοῦσα τὴν κατασκευὴν τοῦ ἐν Χοδεΐδᾳ σιδηροδρόμου, ἐζήτησεν ὅπως ἀποσταλῇ πολεμικὸν πλοῖον πρὸς προστασίαν τῶν Γάλλων μηχανικῶν καὶ τῶν ὑπαλλήλων της, οἱ ὁποῖοι ἐπὶ τοῦ παρόντος μένουσιν ἄστεγοι.: [1098, 1786, 1588, 1854]
article-paragraph: Ἐκ τῶν συμμοριτῶν ἐφονεύθη εἷς καὶ ἐπληγώθη ἕτερος.: [564, 743, 764, 792]
article-title: ΡΩΣΙΑ ΚΑΙ ΑΥΣΤΡΙΑ: [1202, 97, 1484, 128]
column-rule: [266, 26, 268, 2231]
advert-text: Λίραι Ἀγγλίας 5,250,000: [77, 1149, 254, 1165]
article-title: ΜΝΗΜΟΣΥΝΟΝ: [818, 1214, 988, 1239]
article-signature: (Τ. Σ.): [883, 1758, 923, 1774]
article-subtitle: ΕΙΣ ΑΘΗΝΑΣ: [830, 857, 976, 888]
article-paragraph: Οἱ λοιποὶ ἐσώθησαν διὰ τῆς φυγῆς.: [564, 796, 764, 828]
article-subtitle: ΤΟΥ ΝΕΟΥ ΝΟΜΑΡΧΟΥ ΜΑΣ: [287, 312, 535, 337]
article-title: ΖΩΟΚΛΟΠΗ: [599, 1942, 729, 1967]
article-title: ΟΙ ΓΑΛΛΟΙ ΠΕΡΙ ΤΩΝ ΙΤΑΛΩΝ: [1176, 1329, 1510, 1360]
advert-text: Ὅλων τῶν χρωμάτων διὰ κάλτσες καὶ διὰ μπλούζες.: [12, 1967, 254, 1999]
article-paragraph: Τὸν προσεχῆ Μάρτιον ὁ Βασιλεὺς τῆς Βουλγαρίας Φερδινάνδος, θὰ κατέλθῃ εἰς Ἀθήνας πρὸς ἐπίσκεψιν τοῦ Βασιλέως Γεωργίου.: [786, 927, 1020, 992]
article-paragraph: Τὰ γραφεῖα τῆς Τραπέζης Ἀθηνῶν ἔσονται κλειστὰ τὴν ἐρχομένην Παρασκευὴν πρὸς Δευτέρας 30/12 τὸ μηνὸς ἑορτῆς τῶν Τριῶν Ἱεραρχῶν.: [280, 1599, 542, 1665]
article-paragraph: ΠΕΤΡΟΥΠΟΛΙΣ 25 Ἰανουαρίου.—Ἐν τῷ πανεπιστημίῳ τῆς Πετρουπόλεως ἐγένετο διαδήλωσις κατὰ τοῦ καθηγητοῦ Μικουλὶν τοῦ διορισθέντος ὑπὸ τῆς κυβερνήσεως. Ὕβρεις ἐξηνέχθησαν καὶ κατὰ τοῦ Πρυτάνεως. Κατόπιν οἱ φοιτηταὶ συνεκρότησαν συλλαλητήριον πρὸς διαμαρτυρίαν κατὰ τοῦ διορισμοῦ καθηγητῶν αὐτοδούλως ὑπὸ τῆς κυβερνήσεως καὶ κατὰ τῆς Ἀγγλορρωσικῆς συνεννοήσεως ἀναφορικῶς εἰς τὴν τηρουμένην ἐν Περσίᾳ πολιτικήν.: [1098, 605, 1588, 726]
article-paragraph: Μετὰ χαρᾶς πληροφορούμεθα, ὅτι ὁ εὐγενὴς τοῦ ἐργοστασίου κ. Περικλέους Μαλατοπούλου προσέφερον πρὸς ἀποπεράτωσιν τοῦ Ἰ. Μητροπολιτικοῦ Ναοῦ τὸ ποσὸν τῶν 970 φρ. ἐβδομαδιαίων αὐτῶν συνδρομῶν. Συγχαίρομεν τοὺς τε ἐργάτας καὶ τὸν ἐργοστασιάρχην, εὐχόμεθα, ἵνα καὶ ἄλλοι μιμηθῶσι τὸ ὡραῖον τοῦτο παράδειγμα.: [786, 1038, 1020, 1202]
editor-name: ΓΡ. Κ. ΘΡΟΛΟΓΑΣ: [35, 236, 231, 261]
section-banner-latest: ΤΑ ΝΕΩΤΕΡΑ: [1098, 36, 1588, 92]
article-paragraph: Χθὲς ἐδόθη μετὰ πολλῆς τῆς ἐπιτυχίας ἡ «Ἑβδομας γάμου». Ἡ βαπτίσιμος ἐνθουσιασμὸν ἀπὸ σήμερον. Ἀπόψε ἐπαναλαμβάνεται ὁ «Ἔρως τοῦ πριγκήπου».: [564, 2089, 764, 2188]
article-subtitle: ΤΗΣ ΚΑΣΤΟΡΙΑΣ: [575, 1209, 753, 1234]
article-title: ΔΙΑΔΗΛΩΣΕΙΣ ΣΠΟΥΔΑΣΤΩΝ: [1217, 577, 1469, 602]
owner-name: Κ. ΒΕΛΛΙΔΗΣ: [61, 190, 205, 215]
article-paragraph: Ἡ «Ρούμελη» ἀναγράφουσα τ' ἀνωτέρω λέγει ὅτι ἡ ὁμοιότητα τῆς οἰκίας τοῦ Κωνσταντίνου τὴν βόμβαν εἶναι γνωστὸν ἐξ ἐπιστολῆς εὑρεθείσης ἐπ' αὐτοῦ τοῦ πληγωθέντος. Οὗτος δὲ μὲ ὃς διαρρήδην ἀρνεῖται τοῦτο.: [564, 1440, 764, 1605]
article-paragraph: Ὁ μέγας δοὺξ κατέλυσεν εἰς τὸ «Ξενοδοχεῖον Βριστόλ» ὡς ξένος τοῦ Καισαροβασιλέως Φραγκίσκου Ἰωσήφ.: [12, 880, 254, 945]
